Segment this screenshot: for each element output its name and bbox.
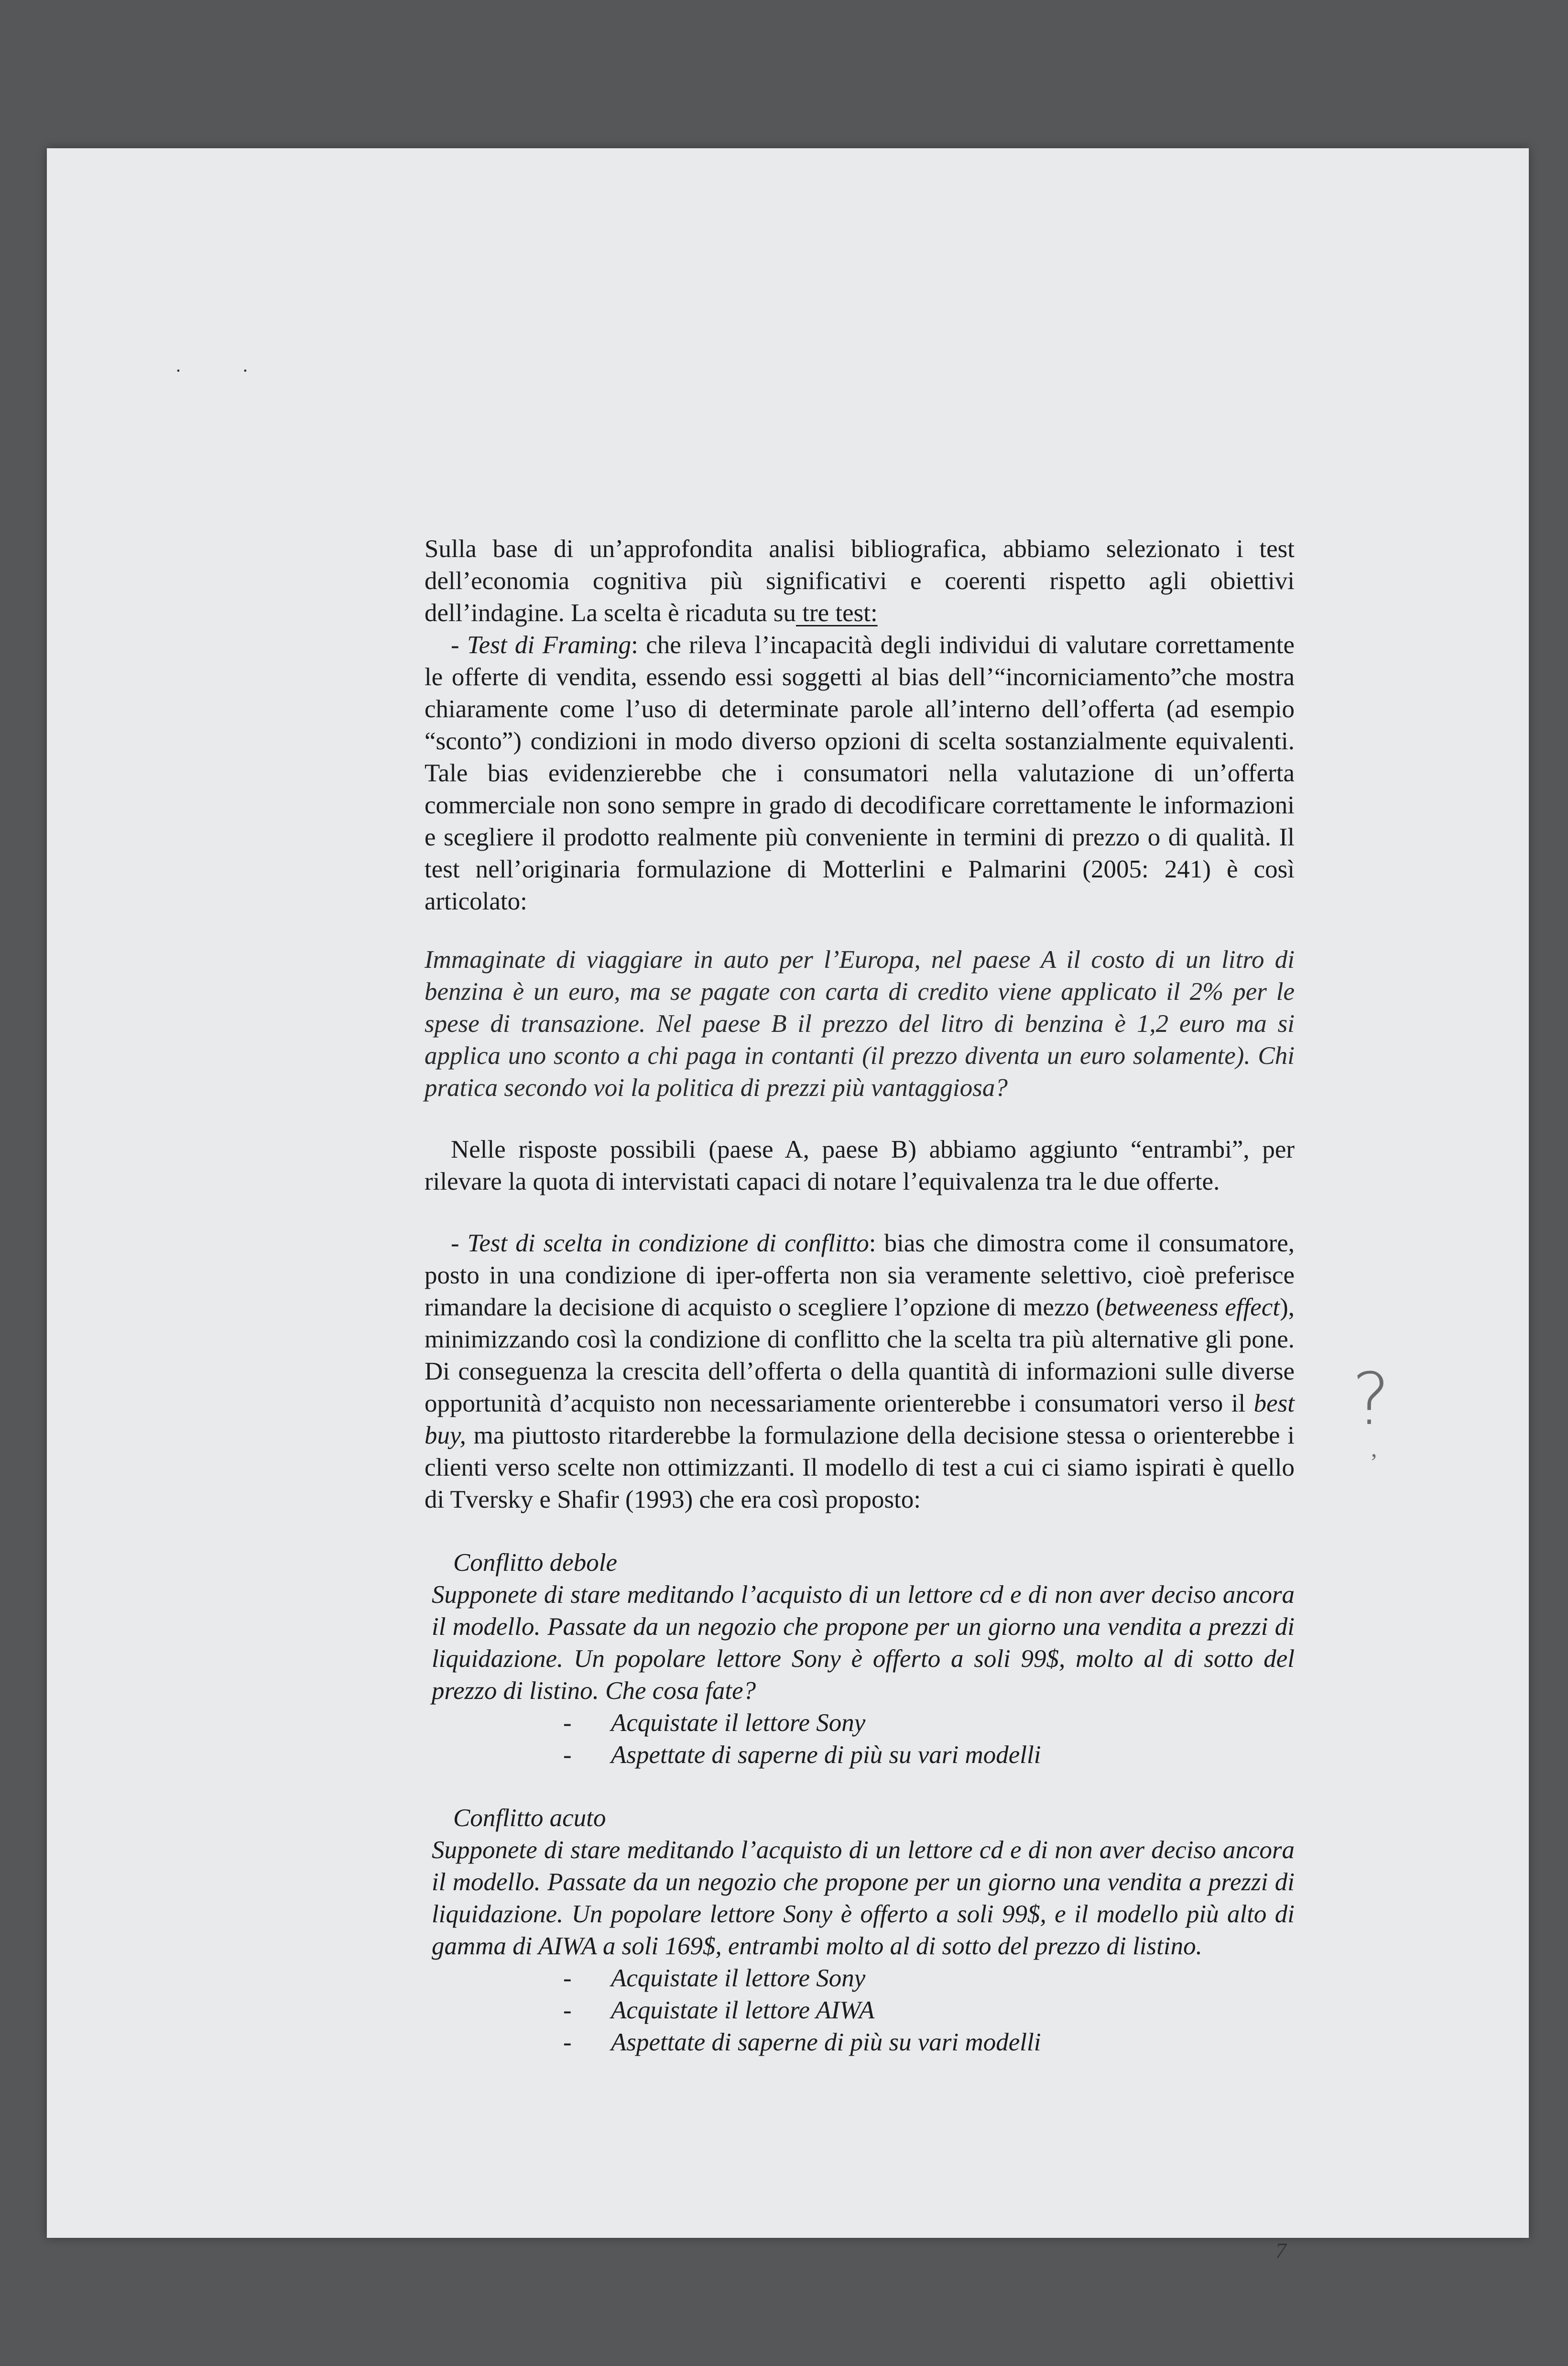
- document-page: [47, 148, 1529, 2263]
- weak-conflict-title: Conflitto debole: [453, 1549, 617, 1577]
- conflict-text-1: : bias che dimostra come il consumatore, posto in una condizione di iper-offerta non sia veramente selettivo, cioè preferisce rimandare la decisione di acquisto o scegliere l’opzione di mezzo (: [425, 1229, 1295, 1321]
- framing-text: : che rileva l’incapacità degli individui di valutare correttamente le offerte di vendita, essendo essi soggetti al bias dell’“incorniciamento”che mostra chiaramente come l’uso di determinate parole all’interno dell’offerta (ad esempio “sconto”) condizioni in modo diverso opzioni di scelta sostanzialmente equivalenti. Tale bias evidenzierebbe che i consumatori nella valutazione di un’offerta commerciale non sono sempre in grado di decodificare correttamente le informazioni e scegliere il prodotto realmente più conveniente in termini di prezzo o di qualità. Il test nell’originaria formulazione di Motterlini e Palmarini (2005: 241) è così articolato:: [425, 631, 1295, 915]
- weak-conflict-options: [425, 1707, 1295, 1771]
- framing-followup: Nelle risposte possibili (paese A, paese B) abbiamo aggiunto “entrambi”, per rilevare la quota di intervistati capaci di notare l’equivalenza tra le due offerte.: [425, 1136, 1295, 1195]
- framing-title: Test di Framing: [467, 631, 632, 659]
- handwritten-comma-mark: ,: [1371, 1435, 1377, 1462]
- framing-paragraph: [425, 629, 1295, 918]
- conflict-term: betweeness effect: [1104, 1293, 1280, 1321]
- acute-conflict-title: Conflitto acuto: [453, 1804, 606, 1832]
- weak-option: - Aspettate di saperne di più su vari modelli: [563, 1739, 1295, 1771]
- conflict-text-2: ), minimizzando così la condizione di conflitto che la scelta tra più alternative gli pone. Di conseguenza la crescita dell’offerta o della quantità di informazioni sulle diverse opportunità d’acquisto non necessariamente orienterebbe i consumatori verso il: [425, 1293, 1295, 1417]
- intro-paragraph: [425, 533, 1295, 629]
- acute-option: - Acquistate il lettore Sony: [563, 1962, 1295, 1994]
- framing-dash: -: [451, 631, 468, 659]
- framing-quote: Immaginate di viaggiare in auto per l’Europa, nel paese A il costo di un litro di benzina è un euro, ma se pagate con carta di credito viene applicato il 2% per le spese di transazione. Nel paese B il prezzo del litro di benzina è 1,2 euro ma si applica uno sconto a chi paga in contanti (il prezzo diventa un euro solamente). Chi pratica secondo voi la politica di prezzi più vantaggiosa?: [425, 946, 1295, 1102]
- handwritten-question-mark: ?: [1352, 1358, 1390, 1441]
- page-number: 7: [1275, 2238, 1286, 2263]
- acute-conflict-text: Supponete di stare meditando l’acquisto di un lettore cd e di non aver deciso ancora il modello. Passate da un negozio che propone per un giorno una vendita a prezzi di liquidazione. Un popolare lettore Sony è offerto a soli 99$, e il modello più alto di gamma di AIWA a soli 169$, entrambi molto al di sotto del prezzo di listino.: [432, 1836, 1295, 1960]
- acute-option: - Aspettate di saperne di più su vari modelli: [563, 2026, 1295, 2059]
- weak-option: - Acquistate il lettore Sony: [563, 1707, 1295, 1739]
- acute-option: - Acquistate il lettore AIWA: [563, 1994, 1295, 2026]
- intro-text: Sulla base di un’approfondita analisi bibliografica, abbiamo selezionato i test dell’economia cognitiva più significativi e coerenti rispetto agli obiettivi dell’indagine. La scelta è ricaduta su: [425, 535, 1295, 627]
- conflict-term-2: best buy,: [425, 1390, 1295, 1449]
- conflict-text-3: ma piuttosto ritarderebbe la formulazione della decisione stessa o orienterebbe i clienti verso scelte non ottimizzanti. Il modello di test a cui ci siamo ispirati è quello di Tversky e Shafir (1993) che era così proposto:: [425, 1422, 1295, 1513]
- acute-conflict-options: [425, 1962, 1295, 2059]
- intro-underlined-text: tre test:: [796, 599, 878, 627]
- page-content: [425, 533, 1295, 2059]
- conflict-title: Test di scelta in condizione di conflitto: [467, 1229, 869, 1257]
- corner-dots: . .: [176, 354, 276, 376]
- conflict-paragraph: [425, 1227, 1295, 1516]
- conflict-dash: -: [451, 1229, 468, 1257]
- weak-conflict-text: Supponete di stare meditando l’acquisto di un lettore cd e di non aver deciso ancora il modello. Passate da un negozio che propone per un giorno una vendita a prezzi di liquidazione. Un popolare lettore Sony è offerto a soli 99$, molto al di sotto del prezzo di listino. Che cosa fate?: [432, 1581, 1295, 1705]
